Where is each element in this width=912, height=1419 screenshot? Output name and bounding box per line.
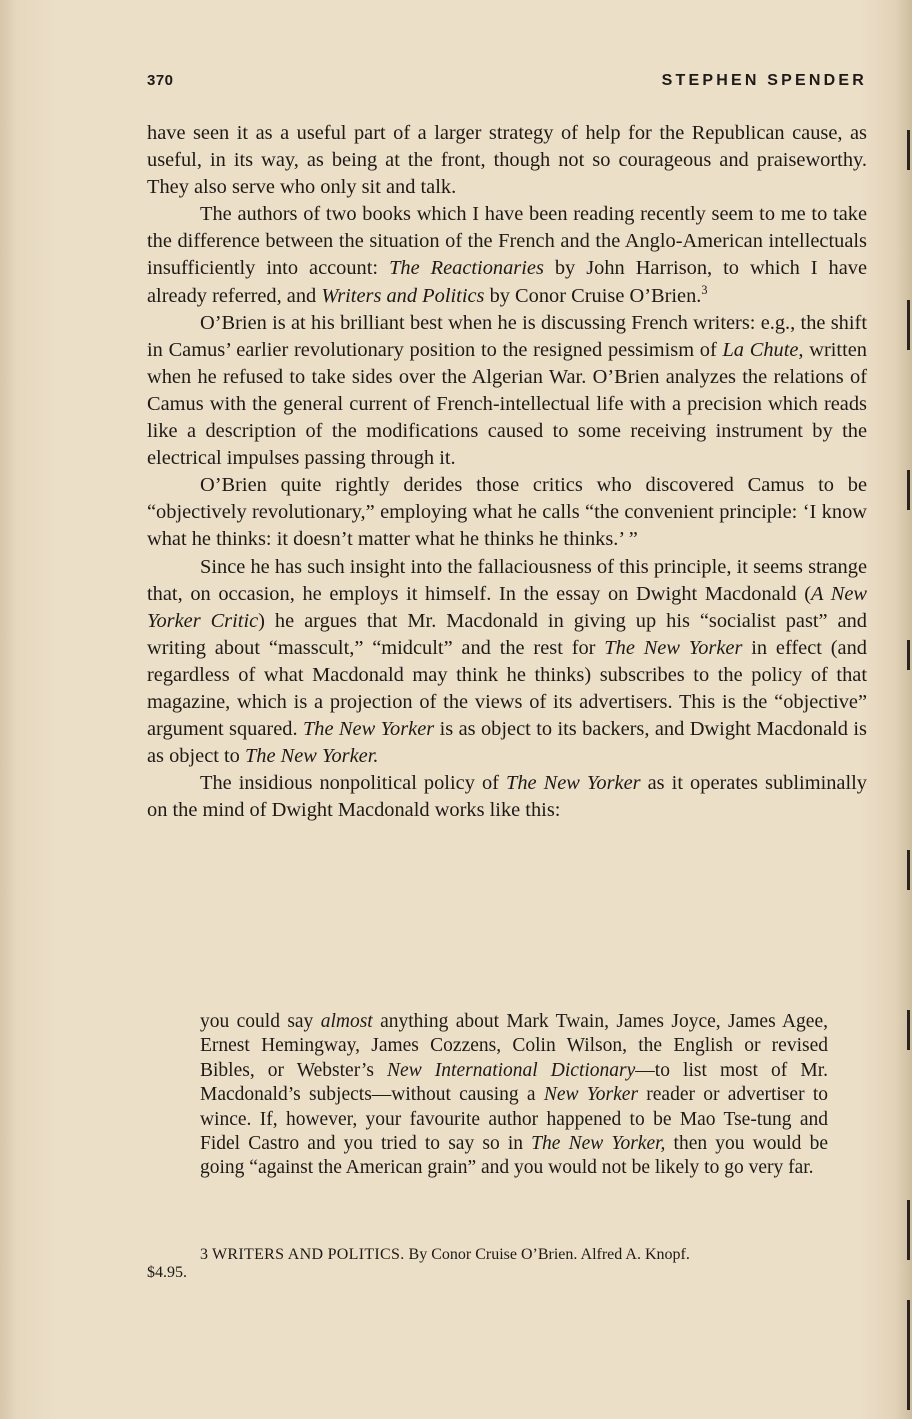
paragraph bbox=[147, 770, 867, 824]
page-edge-mark bbox=[907, 1010, 910, 1050]
page-edge-mark bbox=[907, 130, 910, 170]
emphasis: almost bbox=[320, 1011, 373, 1032]
magazine-title: The New Yorker bbox=[505, 772, 641, 795]
page-edge-mark bbox=[907, 640, 910, 670]
quote-text: —to list most of Mr. Macdonald’s subjects—without causing a bbox=[200, 1059, 828, 1106]
paragraph-text: written when he refused to take sides over the Algerian War. O’Brien analyzes the relations of Camus with the general current of French-intellectual life with a precision which reads like a description of the modifications caused to some receiving instrument by the electrical impulses passing through it. bbox=[147, 338, 868, 470]
page-edge-mark bbox=[907, 470, 910, 510]
paragraph bbox=[147, 201, 867, 309]
page-edge-mark bbox=[907, 300, 910, 350]
paragraph bbox=[147, 310, 867, 473]
paragraph-text: by Conor Cruise O’Brien. bbox=[484, 284, 702, 307]
footnote bbox=[147, 1246, 867, 1282]
block-quote bbox=[200, 1010, 828, 1181]
magazine-title: The New Yorker, bbox=[531, 1133, 666, 1155]
paragraph-text: O’Brien is at his brilliant best when he is discussing French writers: e.g., the shift in Camus’ earlier revolutionary position to the resigned pessimism of bbox=[147, 311, 867, 361]
paragraph bbox=[147, 554, 867, 771]
footnote-line bbox=[147, 1246, 867, 1264]
magazine-title: New Yorker bbox=[543, 1084, 639, 1106]
book-title: New International Dictionary bbox=[387, 1059, 636, 1081]
quote-text: you could say bbox=[200, 1011, 321, 1032]
body-text bbox=[147, 120, 867, 824]
quote-text: anything about Mark Twain, James Joyce, James Agee, Ernest Hemingway, James Cozzens, Colin Wilson, the English or revised Bibles, or Webster’s bbox=[200, 1011, 828, 1081]
paragraph-text: O’Brien quite rightly derides those critics who discovered Camus to be “objectively revolutionary,” employing what he calls “the convenient principle: ‘I know what he thinks: it doesn’t matter what he thinks he thinks.’ ” bbox=[147, 474, 867, 551]
book-title: La Chute, bbox=[722, 338, 804, 361]
quote-text: then you would be going “against the American grain” and you would not be likely to go very far. bbox=[200, 1133, 828, 1179]
essay-title: A New Yorker Critic bbox=[147, 582, 867, 632]
book-title: Writers and Politics bbox=[321, 284, 485, 307]
page-header bbox=[147, 72, 867, 102]
footnote-price: $4.95. bbox=[147, 1264, 187, 1281]
paragraph-text: have seen it as a useful part of a larger strategy of help for the Republican cause, as useful, in its way, as being at the front, though not so courageous and praiseworthy. They also serve who only sit and talk. bbox=[147, 122, 867, 199]
footnote-book-title: WRITERS AND POLITICS. bbox=[212, 1246, 405, 1263]
page-edge-mark bbox=[907, 850, 910, 890]
paragraph-text: is as object to its backers, and Dwight Macdonald is as object to bbox=[147, 718, 867, 768]
footnote-number: 3 bbox=[200, 1246, 208, 1263]
paragraph-text: by John Harrison, to which I have already referred, and bbox=[147, 257, 868, 307]
paragraph-text: as it operates subliminally on the mind of Dwight Macdonald works like this: bbox=[147, 772, 867, 822]
footnote-text: By Conor Cruise O’Brien. Alfred A. Knopf. bbox=[404, 1246, 690, 1263]
magazine-title: The New Yorker bbox=[604, 636, 743, 659]
paragraph-text: in effect (and regardless of what Macdonald may think he thinks) subscribes to the policy of that magazine, which is a projection of the views of its advertisers. This is the “objective” argument squared. bbox=[147, 636, 868, 741]
quote-paragraph bbox=[200, 1010, 828, 1181]
page-edge-mark bbox=[907, 1200, 910, 1260]
paragraph-text: The authors of two books which I have been reading recently seem to me to take the difference between the situation of the French and the Anglo-American intellectuals insufficiently into account: bbox=[147, 203, 867, 280]
paragraph bbox=[147, 120, 867, 201]
paragraph-text: The insidious nonpolitical policy of bbox=[200, 772, 506, 795]
running-head: STEPHEN SPENDER bbox=[661, 72, 867, 89]
paragraph-text: ) he argues that Mr. Macdonald in giving up his “socialist past” and writing about “masscult,” “midcult” and the rest for bbox=[147, 609, 867, 659]
footnote-marker: 3 bbox=[701, 282, 708, 297]
magazine-title: The New Yorker. bbox=[244, 745, 379, 768]
paragraph bbox=[147, 472, 867, 553]
page-number: 370 bbox=[147, 72, 174, 89]
magazine-title: The New Yorker bbox=[302, 718, 435, 741]
page-edge-mark bbox=[907, 1300, 910, 1410]
book-title: The Reactionaries bbox=[389, 257, 544, 280]
quote-text: reader or advertiser to wince. If, however, your favourite author happened to be Mao Tse-tung and Fidel Castro and you tried to say so in bbox=[200, 1084, 828, 1155]
paragraph-text: Since he has such insight into the fallaciousness of this principle, it seems strange that, on occasion, he employs it himself. In the essay on Dwight Macdonald ( bbox=[147, 555, 867, 605]
